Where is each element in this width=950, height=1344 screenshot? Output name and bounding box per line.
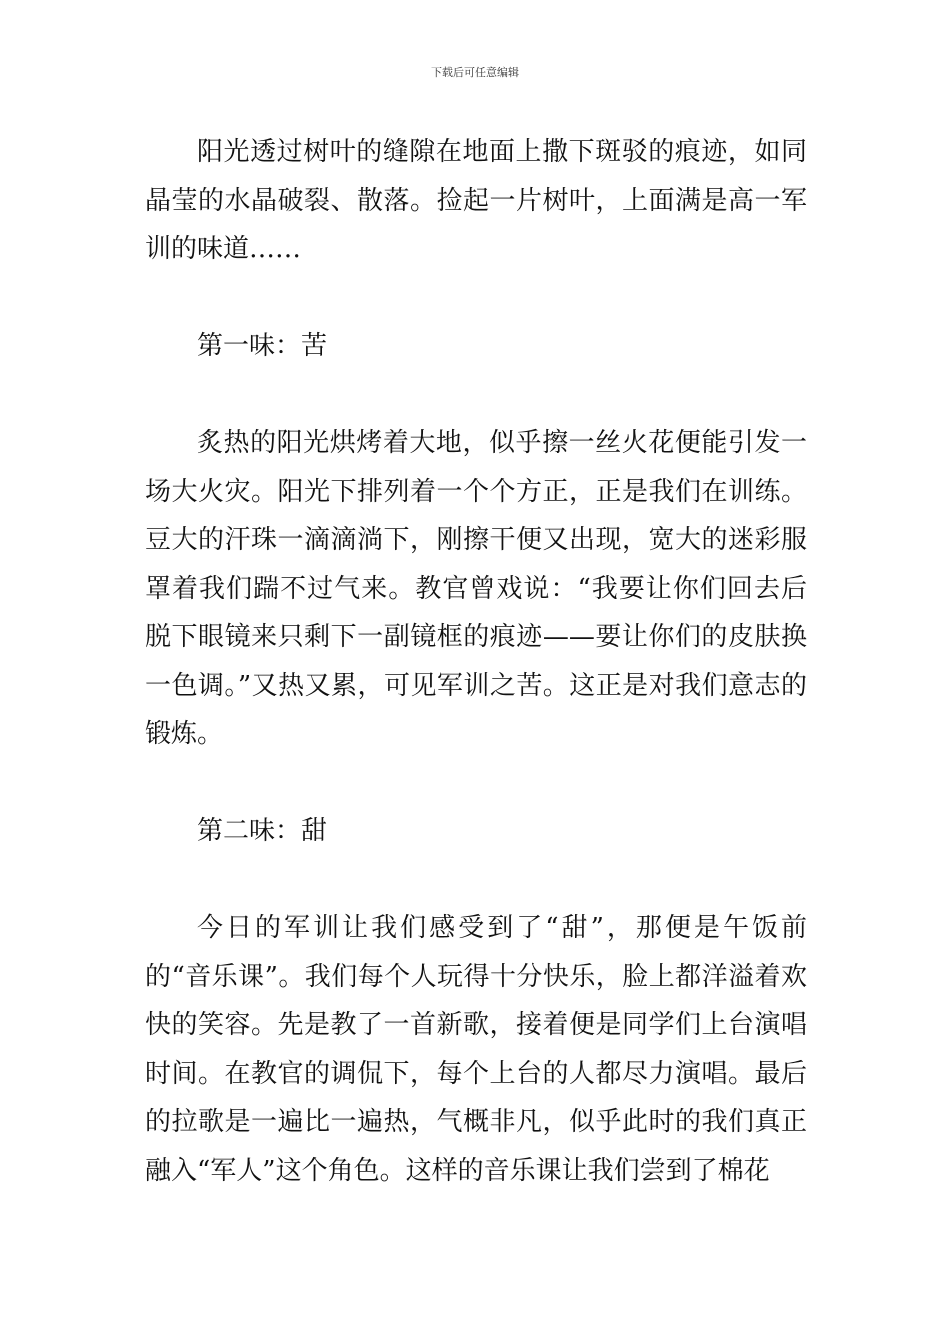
document-body [145,128,807,1195]
paragraph-gap [145,856,807,905]
paragraph-gap [145,759,807,808]
paragraph-gap [145,371,807,420]
bitter-paragraph: 炙热的阳光烘烤着大地，似乎擦一丝火花便能引发一场大火灾。阳光下排列着一个个方正，正是我们在训练。豆大的汗珠一滴滴淌下，刚擦干便又出现，宽大的迷彩服罩着我们踹不过气来。教官曾戏说：“我要让你们回去后脱下眼镜来只剩下一副镜框的痕迹——要让你们的皮肤换一色调。”又热又累，可见军训之苦。这正是对我们意志的锻炼。 [145,428,807,749]
section-heading-sweet: 第二味：甜 [197,816,328,846]
section-heading-bitter: 第一味：苦 [197,331,328,361]
paragraph-gap [145,274,807,323]
intro-paragraph: 阳光透过树叶的缝隙在地面上撒下斑驳的痕迹，如同晶莹的水晶破裂、散落。捡起一片树叶，上面满是高一军训的味道…… [145,137,807,264]
page-header: 下载后可任意编辑 [431,66,519,79]
sweet-paragraph: 今日的军训让我们感受到了“甜”，那便是午饭前的“音乐课”。我们每个人玩得十分快乐，脸上都洋溢着欢快的笑容。先是教了一首新歌，接着便是同学们上台演唱时间。在教官的调侃下，每个上台的人都尽力演唱。最后的拉歌是一遍比一遍热，气概非凡，似乎此时的我们真正融入“军人”这个角色。这样的音乐课让我们尝到了棉花 [145,913,807,1186]
